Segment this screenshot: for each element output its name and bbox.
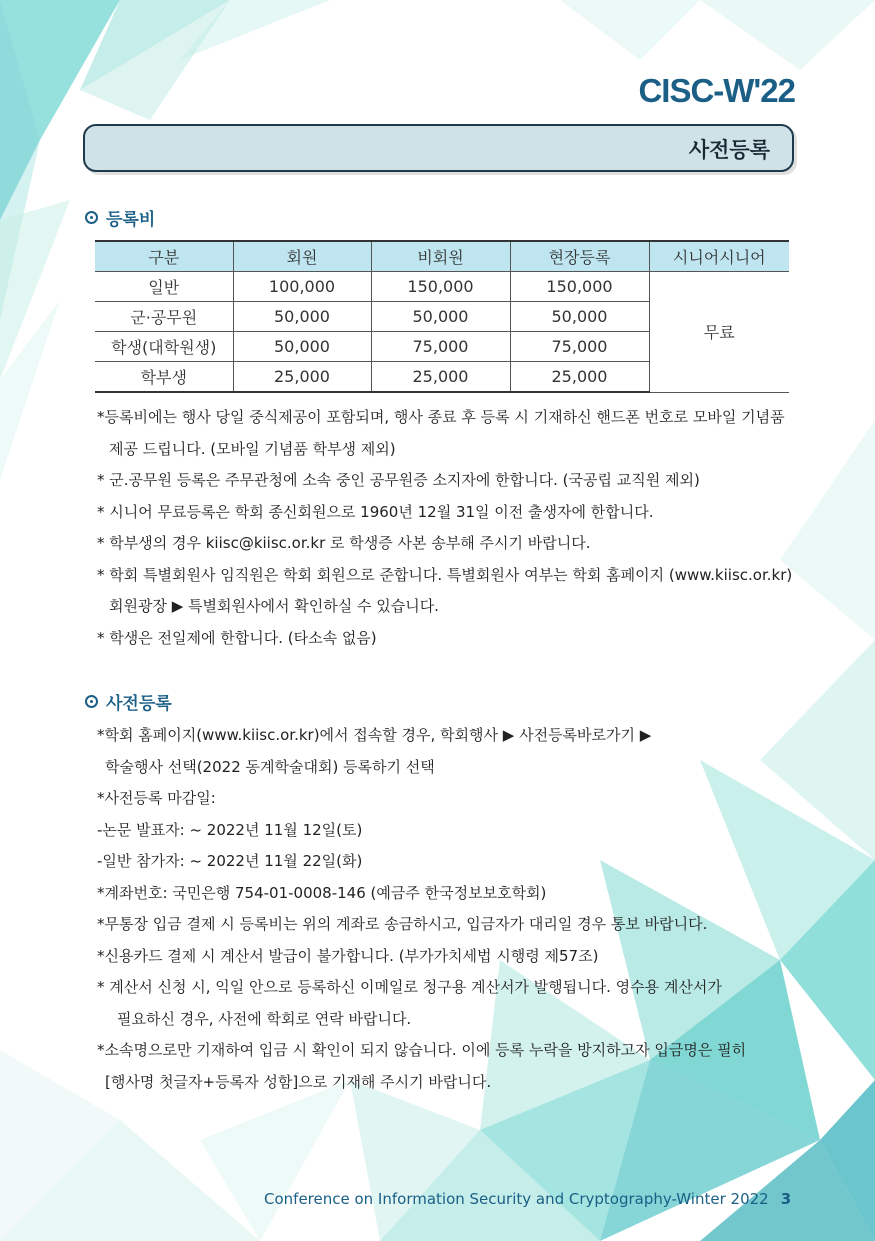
table-cell: 50,000 — [371, 302, 510, 332]
note-line: 필요하신 경우, 사전에 학회로 연락 바랍니다. — [117, 1009, 412, 1028]
note-line: -논문 발표자: ~ 2022년 11월 12일(토) — [97, 820, 363, 839]
column-header: 현장등록 — [510, 241, 649, 272]
table-cell: 100,000 — [233, 272, 371, 302]
note-line: * 학회 특별회원사 임직원은 학회 회원으로 준합니다. 특별회원사 여부는 학회 홈페이지 (www.kiisc.or.kr) — [97, 565, 793, 584]
table-cell: 150,000 — [371, 272, 510, 302]
fee-heading-text: 등록비 — [106, 210, 156, 230]
note-line: *등록비에는 행사 당일 중식제공이 포함되며, 행사 종료 후 등록 시 기재하신 핸드폰 번호로 모바일 기념품 — [97, 408, 785, 426]
note-line: *무통장 입금 결제 시 등록비는 위의 계좌로 송금하시고, 입금자가 대리일 경우 통보 바랍니다. — [97, 915, 708, 933]
senior-fee-cell: 무료 — [649, 272, 789, 393]
table-cell: 학생(대학원생) — [95, 332, 233, 362]
page-number: 3 — [780, 1190, 792, 1208]
column-header: 시니어시니어 — [649, 241, 789, 272]
prereg-heading-text: 사전등록 — [106, 694, 172, 714]
column-header: 회원 — [233, 241, 371, 272]
table-cell: 75,000 — [371, 332, 510, 362]
table-cell: 50,000 — [233, 332, 371, 362]
note-line: * 계산서 신청 시, 익일 안으로 등록하신 이메일로 청구용 계산서가 발행됩니다. 영수용 계산서가 — [97, 978, 722, 996]
note-line: 제공 드립니다. (모바일 기념품 학부생 제외) — [109, 439, 396, 458]
note-line: *계좌번호: 국민은행 754-01-0008-146 (예금주 한국정보보호학회) — [97, 883, 547, 902]
note-line: -일반 참가자: ~ 2022년 11월 22일(화) — [97, 852, 363, 870]
table-cell: 50,000 — [510, 302, 649, 332]
table-cell: 150,000 — [510, 272, 649, 302]
column-header: 비회원 — [371, 241, 510, 272]
fee-section-heading — [85, 205, 155, 230]
table-cell: 50,000 — [233, 302, 371, 332]
page-title: 사전등록 — [688, 138, 770, 162]
footer-conference-name: Conference on Information Security and Cryptography-Winter 2022 — [264, 1190, 769, 1208]
page-title-box — [83, 124, 794, 172]
table-cell: 75,000 — [510, 332, 649, 362]
prereg-notes — [97, 720, 746, 1098]
table-cell: 일반 — [95, 272, 233, 302]
fee-notes — [97, 402, 792, 654]
note-line: *신용카드 결제 시 계산서 발급이 불가합니다. (부가가치세법 시행령 제57조) — [97, 946, 599, 965]
target-bullet-icon — [85, 211, 98, 224]
table-cell: 군·공무원 — [95, 302, 233, 332]
note-line: * 학생은 전일제에 한합니다. (타소속 없음) — [97, 628, 377, 647]
note-line: *학회 홈페이지(www.kiisc.or.kr)에서 접속할 경우, 학회행사 ▶ 사전등록바로가기 ▶ — [97, 726, 652, 744]
note-line: 학술행사 선택(2022 동계학술대회) 등록하기 선택 — [105, 757, 435, 776]
table-row — [95, 272, 789, 302]
brand-logo: CISC-W'22 — [638, 72, 795, 109]
page-footer — [264, 1190, 791, 1208]
note-line: * 시니어 무료등록은 학회 종신회원으로 1960년 12월 31일 이전 출생자에 한합니다. — [97, 502, 654, 521]
table-cell: 25,000 — [510, 362, 649, 393]
note-line: * 군.공무원 등록은 주무관청에 소속 중인 공무원증 소지자에 한합니다. (국공립 교직원 제외) — [97, 471, 700, 489]
note-line: * 학부생의 경우 kiisc@kiisc.or.kr 로 학생증 사본 송부해 주시기 바랍니다. — [97, 534, 591, 552]
note-line: [행사명 첫글자+등록자 성함]으로 기재해 주시기 바랍니다. — [105, 1072, 492, 1091]
table-cell: 25,000 — [371, 362, 510, 393]
fee-table — [95, 240, 789, 393]
fee-table-header-row — [95, 241, 789, 272]
prereg-section-heading — [85, 689, 172, 714]
note-line: *사전등록 마감일: — [97, 789, 216, 807]
table-cell: 25,000 — [233, 362, 371, 393]
target-bullet-icon — [85, 695, 98, 708]
note-line: *소속명으로만 기재하여 입금 시 확인이 되지 않습니다. 이에 등록 누락을 방지하고자 입금명은 필히 — [97, 1041, 747, 1059]
table-cell: 학부생 — [95, 362, 233, 393]
note-line: 회원광장 ▶ 특별회원사에서 확인하실 수 있습니다. — [109, 597, 439, 615]
column-header: 구분 — [95, 241, 233, 272]
